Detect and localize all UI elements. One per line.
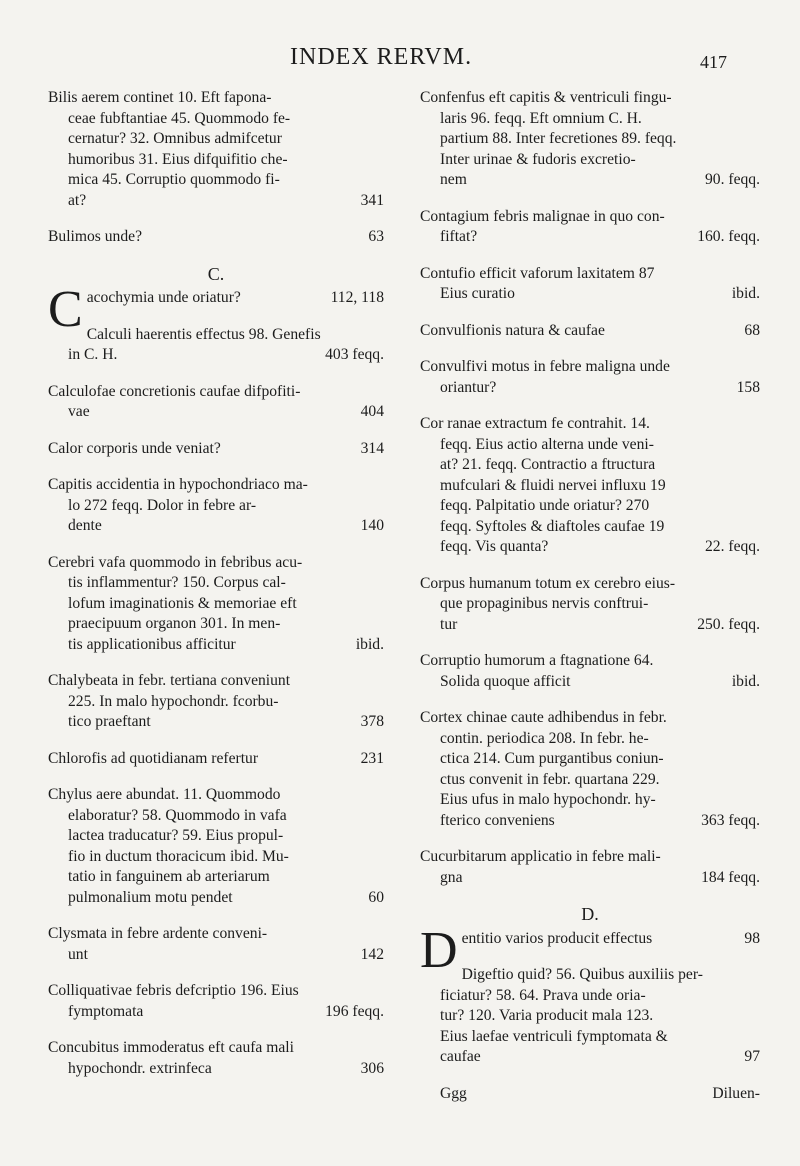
page-reference: 158 (736, 378, 760, 396)
entry-line: feqq. Palpitatio unde oriatur? 270 (440, 497, 650, 514)
index-entry (420, 847, 760, 888)
entry-line: Convulfivi motus in febre maligna unde (420, 358, 670, 375)
entry-line: tur? 120. Varia producit mala 123. (440, 1007, 654, 1024)
entry-last-line (48, 945, 384, 966)
entry-last-line (48, 402, 384, 423)
page-reference: ibid. (731, 285, 760, 302)
entry-line: Bilis aerem continet 10. Eft fapona- (48, 89, 272, 106)
signature-mark: Ggg (440, 1084, 467, 1102)
entry-last-line (420, 227, 760, 248)
entry-last-line (48, 1059, 384, 1080)
entry-line: Calculi haerentis effectus 98. Genefis (86, 325, 321, 343)
index-entry (420, 414, 760, 558)
page-reference: 231 (360, 749, 384, 767)
page-reference: 306 (360, 1059, 384, 1077)
entry-line: at? 21. feqq. Contractio a ftructura (440, 456, 656, 473)
index-entry (420, 357, 760, 398)
entry-line: praecipuum organon 301. In men- (68, 615, 281, 632)
entry-line: partium 88. Inter fecretiones 89. feqq. (440, 130, 677, 147)
page-reference: 68 (744, 321, 760, 339)
index-entry (48, 475, 384, 537)
index-entry (420, 207, 760, 248)
entry-text: nem (440, 171, 467, 188)
page-reference: 97 (744, 1048, 760, 1065)
entry-line: Corruptio humorum a ftagnatione 64. (420, 652, 654, 669)
index-entry (48, 671, 384, 733)
entry-last-line (48, 749, 384, 770)
page-reference: 363 feqq. (701, 811, 760, 829)
entry-line: Inter urinae & fudoris excretio- (440, 150, 636, 168)
entry-last-line (420, 868, 760, 889)
entry-text: Chlorofis ad quotidianam refertur (48, 749, 259, 767)
section-letter: C. (207, 263, 225, 284)
entry-last-line (420, 321, 760, 342)
entry-text: Solida quoque afficit (440, 672, 571, 690)
footer-line (420, 1084, 760, 1105)
page-reference: 196 feqq. (325, 1002, 384, 1020)
entry-last-line (48, 191, 384, 212)
entry-line: fio in ductum thoracicum ibid. Mu- (68, 847, 289, 865)
entry-text: at? (68, 191, 87, 209)
index-entry (48, 553, 384, 656)
entry-text: acochymia unde oriatur? (86, 289, 241, 306)
entry-last-line (48, 712, 384, 733)
entry-last-line (420, 929, 760, 950)
entry-text: dente (68, 517, 102, 534)
entry-text: caufae (440, 1048, 481, 1065)
entry-line: Digeftio quid? 56. Quibus auxiliis per- (461, 966, 703, 983)
entry-text: gna (440, 868, 463, 886)
page-reference: ibid. (355, 635, 384, 653)
entry-line: Colliquativae febris defcriptio 196. Eius (48, 982, 299, 999)
entry-line: ctus convenit in febr. quartana 229. (440, 770, 660, 788)
entry-line: ceae fubftantiae 45. Quommodo fe- (68, 109, 291, 127)
entry-line: Corpus humanum totum ex cerebro eius- (420, 574, 676, 592)
entry-line: lo 272 feqq. Dolor in febre ar- (68, 496, 257, 514)
page-reference: 22. feqq. (705, 538, 760, 555)
entry-line: ctica 214. Cum purgantibus coniun- (440, 750, 664, 767)
section-letter: D. (581, 904, 599, 924)
entry-last-line (420, 378, 760, 399)
entry-line: tis inflammentur? 150. Corpus cal- (68, 574, 286, 591)
entry-line: Eius laefae ventriculi fymptomata & (440, 1027, 668, 1045)
page-reference: 314 (360, 439, 384, 457)
entry-last-line (420, 1047, 760, 1068)
entry-last-line (420, 615, 760, 636)
index-entry (420, 651, 760, 692)
index-entry (48, 749, 384, 770)
index-entry (420, 264, 760, 305)
index-entry (48, 1038, 384, 1079)
entry-text: oriantur? (440, 378, 497, 396)
entry-line: Confenfus eft capitis & ventriculi fingu- (420, 89, 672, 106)
entry-line: Cucurbitarum applicatio in febre mali- (420, 848, 661, 865)
left-column (48, 88, 384, 1095)
page-header (0, 44, 800, 78)
entry-last-line (48, 516, 384, 537)
page-reference: 160. feqq. (697, 228, 760, 245)
index-entry (48, 227, 384, 248)
entry-text: Bulimos unde? (48, 228, 142, 245)
entry-text: fiftat? (440, 228, 478, 245)
entry-text: unt (68, 945, 88, 963)
entry-line: Clysmata in febre ardente conveni- (48, 925, 268, 942)
index-entry (48, 439, 384, 460)
entry-line: lofum imaginationis & memoriae eft (68, 594, 297, 612)
entry-line: lactea traducatur? 59. Eius propul- (68, 827, 284, 844)
drop-cap: D (420, 921, 458, 979)
entry-line: Cortex chinae caute adhibendus in febr. (420, 709, 667, 726)
page-reference: 142 (360, 945, 384, 963)
page-reference: 60 (368, 888, 384, 906)
entry-last-line (48, 288, 384, 309)
entry-last-line (420, 811, 760, 832)
entry-text: in C. H. (68, 346, 118, 363)
entry-text: Eius curatio (440, 285, 515, 302)
entry-text: feqq. Vis quanta? (440, 538, 549, 555)
entry-text: pulmonalium motu pendet (68, 888, 233, 906)
page-reference: 378 (360, 713, 384, 730)
entry-line: contin. periodica 208. In febr. he- (440, 729, 649, 747)
index-entry (48, 924, 384, 965)
entry-line: Concubitus immoderatus eft caufa mali (48, 1039, 294, 1056)
entry-last-line (420, 170, 760, 191)
entry-line: ficiatur? 58. 64. Prava unde oria- (440, 986, 646, 1004)
entry-text: fymptomata (68, 1002, 144, 1020)
index-entry (420, 965, 760, 1068)
running-title: INDEX RERVM. (290, 44, 473, 70)
entry-text: fterico conveniens (440, 811, 555, 829)
index-entry (48, 785, 384, 908)
entry-line: Cor ranae extractum fe contrahit. 14. (420, 415, 650, 432)
index-entry (420, 88, 760, 191)
index-entry (48, 325, 384, 366)
page-reference: 98 (744, 929, 760, 947)
entry-last-line (48, 1002, 384, 1023)
entry-line: Capitis accidentia in hypochondriaco ma- (48, 476, 308, 493)
entry-last-line (420, 284, 760, 305)
entry-last-line (48, 635, 384, 656)
entry-line: que propaginibus nervis conftrui- (440, 595, 649, 612)
index-entry (420, 708, 760, 831)
index-entry (48, 382, 384, 423)
entry-line: tatio in fanguinem ab arteriarum (68, 868, 270, 885)
entry-line: Calculofae concretionis caufae difpofiti- (48, 382, 301, 400)
entry-text: tur (440, 615, 458, 633)
entry-line: 225. In malo hypochondr. fcorbu- (68, 692, 279, 710)
entry-last-line (48, 227, 384, 248)
entry-text: tico praeftant (68, 713, 151, 730)
entry-text: entitio varios producit effectus (461, 929, 653, 947)
entry-line: Chalybeata in febr. tertiana conveniunt (48, 672, 291, 689)
entry-last-line (48, 345, 384, 366)
drop-cap: C (48, 281, 83, 338)
entry-text: tis applicationibus afficitur (68, 635, 236, 653)
catchword: Diluen- (712, 1084, 760, 1102)
entry-line: elaboratur? 58. Quommodo in vafa (68, 806, 287, 824)
entry-line: mica 45. Corruptio quommodo fi- (68, 171, 280, 188)
entry-line: mufculari & fluidi nervei influxu 19 (440, 476, 666, 494)
entry-line: laris 96. feqq. Eft omnium C. H. (440, 109, 642, 127)
page-reference: ibid. (731, 672, 760, 690)
page-reference: 90. feqq. (705, 171, 760, 188)
page-reference: 184 feqq. (701, 868, 760, 886)
entry-line: Cerebri vafa quommodo in febribus acu- (48, 553, 303, 571)
page-reference: 140 (360, 517, 384, 534)
entry-last-line (48, 439, 384, 460)
page-reference: 250. feqq. (697, 615, 760, 633)
entry-text: Convulfionis natura & caufae (420, 321, 605, 339)
page-reference: 404 (360, 403, 384, 420)
entry-line: feqq. Eius actio alterna unde veni- (440, 435, 654, 453)
right-column (420, 88, 760, 1104)
entry-line: Contagium febris malignae in quo con- (420, 207, 665, 225)
entry-text: hypochondr. extrinfeca (68, 1059, 212, 1077)
entry-line: cernatur? 32. Omnibus admifcetur (68, 130, 282, 147)
page-reference: 341 (360, 191, 384, 209)
entry-text: vae (68, 403, 90, 420)
entry-line: humoribus 31. Eius difquifitio che- (68, 150, 288, 168)
entry-line: Contufio efficit vaforum laxitatem 87 (420, 264, 655, 282)
entry-last-line (420, 672, 760, 693)
index-entry (48, 981, 384, 1022)
entry-line: Eius ufus in malo hypochondr. hy- (440, 791, 656, 808)
entry-last-line (48, 888, 384, 909)
entry-last-line (420, 537, 760, 558)
index-entry (420, 574, 760, 636)
page-number: 417 (700, 52, 727, 72)
entry-line: feqq. Syftoles & diaftoles caufae 19 (440, 517, 665, 535)
entry-line: Chylus aere abundat. 11. Quommodo (48, 786, 281, 803)
page-reference: 63 (368, 228, 384, 245)
page-reference: 403 feqq. (325, 346, 384, 363)
entry-text: Calor corporis unde veniat? (48, 439, 221, 457)
index-entry (420, 321, 760, 342)
index-entry (48, 88, 384, 211)
page-reference: 112, 118 (330, 289, 384, 306)
